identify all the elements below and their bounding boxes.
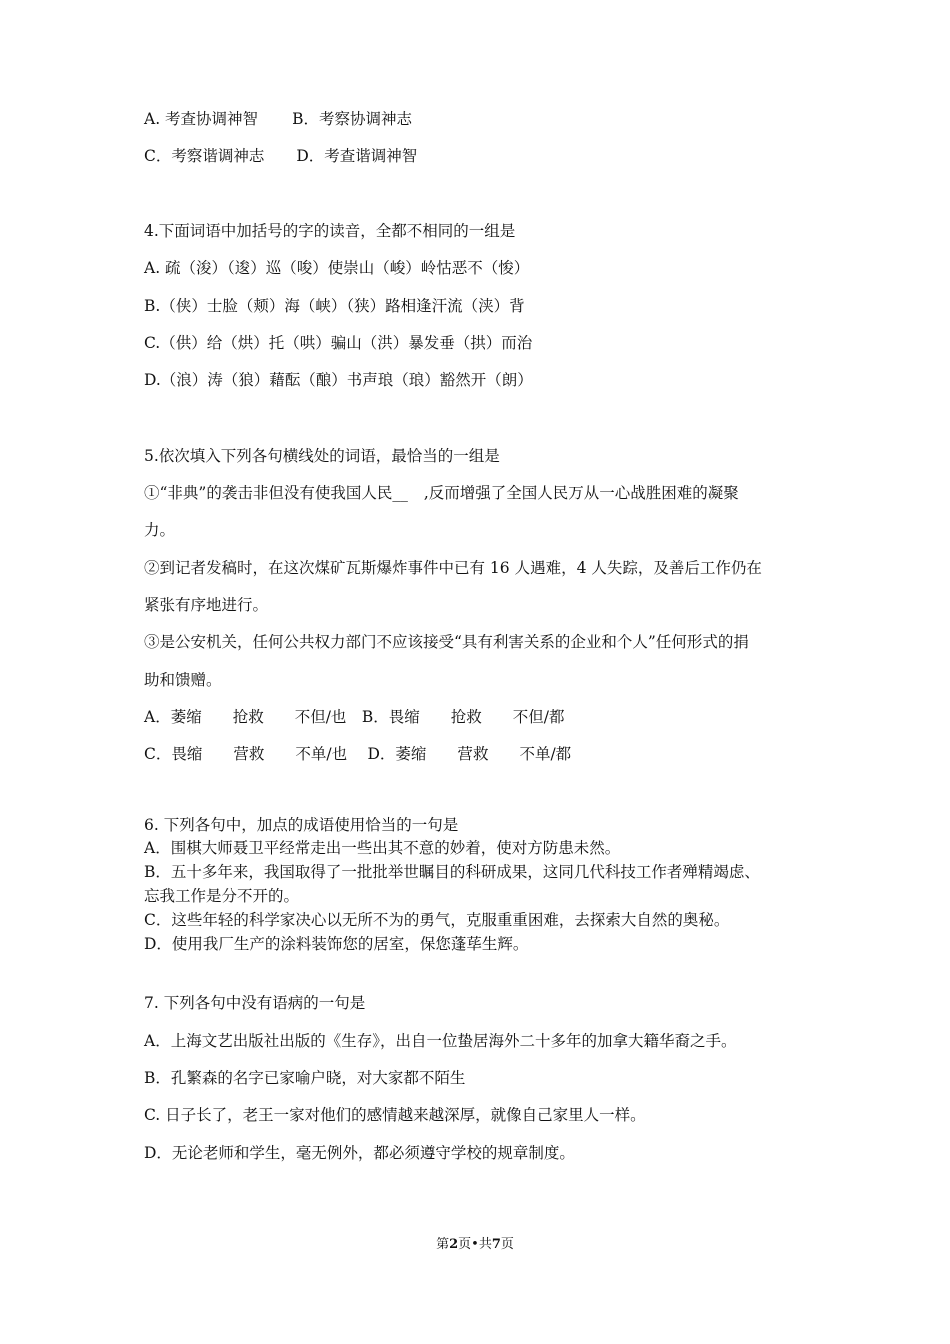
q5-options-cd: C．畏缩 营救 不单/也 D．萎缩 营救 不单/都 [144, 745, 572, 763]
q5-sentence-1-cont: 力。 [144, 521, 176, 539]
q4-option-d: D.（浪）涛（狼）藉酝（酿）书声琅（琅）豁然开（朗） [144, 371, 533, 389]
q7-option-b: B．孔繁森的名字已家喻户晓，对大家都不陌生 [144, 1069, 466, 1087]
q5-stem: 5.依次填入下列各句横线处的词语，最恰当的一组是 [144, 447, 500, 465]
q6-option-d: D．使用我厂生产的涂料装饰您的居室，保您蓬荜生辉。 [144, 935, 529, 953]
q5-sentence-3-cont: 助和馈赠。 [144, 671, 222, 689]
q7-option-a: A．上海文艺出版社出版的《生存》，出自一位蛰居海外二十多年的加拿大籍华裔之手。 [144, 1032, 737, 1050]
q3-options-row-1 [144, 109, 412, 129]
q6-option-c: C．这些年轻的科学家决心以无所不为的勇气，克服重重困难，去探索大自然的奥秘。 [144, 911, 730, 929]
footer-suffix: 页 [500, 1237, 514, 1252]
q6-option-b: B．五十多年来，我国取得了一批批举世瞩目的科研成果，这同几代科技工作者殚精竭虑、 [144, 863, 760, 881]
q7-stem: 7. 下列各句中没有语病的一句是 [144, 994, 366, 1012]
footer-page-number: 2 [449, 1237, 459, 1252]
q7-option-d: D．无论老师和学生，毫无例外，都必须遵守学校的规章制度。 [144, 1144, 575, 1162]
q5-sentence-1-text-2: ,反而增强了全国人民万从一心战胜困难的凝聚 [423, 484, 739, 502]
q3-options-row-2 [144, 146, 417, 166]
footer-prefix: 第 [436, 1237, 450, 1252]
q3-option-a: A. 考查协调神智 [144, 110, 259, 128]
q5-options-ab: A．萎缩 抢救 不但/也 B．畏缩 抢救 不但/都 [144, 708, 565, 726]
q4-option-c: C.（供）给（烘）托（哄）骗山（洪）暴发垂（拱）而治 [144, 334, 533, 352]
q5-sentence-2: ②到记者发稿时，在这次煤矿瓦斯爆炸事件中已有 16 人遇难，4 人失踪，及善后工作仍在 [144, 559, 762, 577]
q5-blank: __ [392, 484, 408, 502]
q7-option-c: C. 日子长了，老王一家对他们的感情越来越深厚，就像自己家里人一样。 [144, 1106, 646, 1124]
q3-option-c: C．考察谐调神志 [144, 147, 265, 165]
q5-sentence-1 [144, 483, 739, 503]
page-footer [0, 1233, 950, 1252]
q5-sentence-1-text: ①“非典”的袭击非但没有使我国人民 [144, 484, 393, 502]
q3-option-d: D．考查谐调神智 [296, 147, 418, 165]
footer-mid: 页•共 [458, 1237, 492, 1252]
q4-option-a: A. 疏（浚）（逡）巡（唆）使崇山（峻）岭怙恶不（悛） [144, 259, 530, 277]
q5-sentence-2-cont: 紧张有序地进行。 [144, 596, 269, 614]
q4-stem: 4.下面词语中加括号的字的读音，全都不相同的一组是 [144, 222, 516, 240]
footer-total-pages: 7 [491, 1237, 501, 1252]
q5-sentence-3: ③是公安机关，任何公共权力部门不应该接受“具有利害关系的企业和个人”任何形式的捐 [144, 633, 749, 651]
q3-option-b: B．考察协调神志 [292, 110, 412, 128]
q6-stem: 6. 下列各句中，加点的成语使用恰当的一句是 [144, 816, 459, 834]
q4-option-b: B.（侠）士脸（颊）海（峡）（狭）路相逢汗流（浃）背 [144, 297, 525, 315]
q6-option-b-cont: 忘我工作是分不开的。 [144, 887, 300, 905]
q6-option-a: A．围棋大师聂卫平经常走出一些出其不意的妙着，使对方防患未然。 [144, 839, 621, 857]
